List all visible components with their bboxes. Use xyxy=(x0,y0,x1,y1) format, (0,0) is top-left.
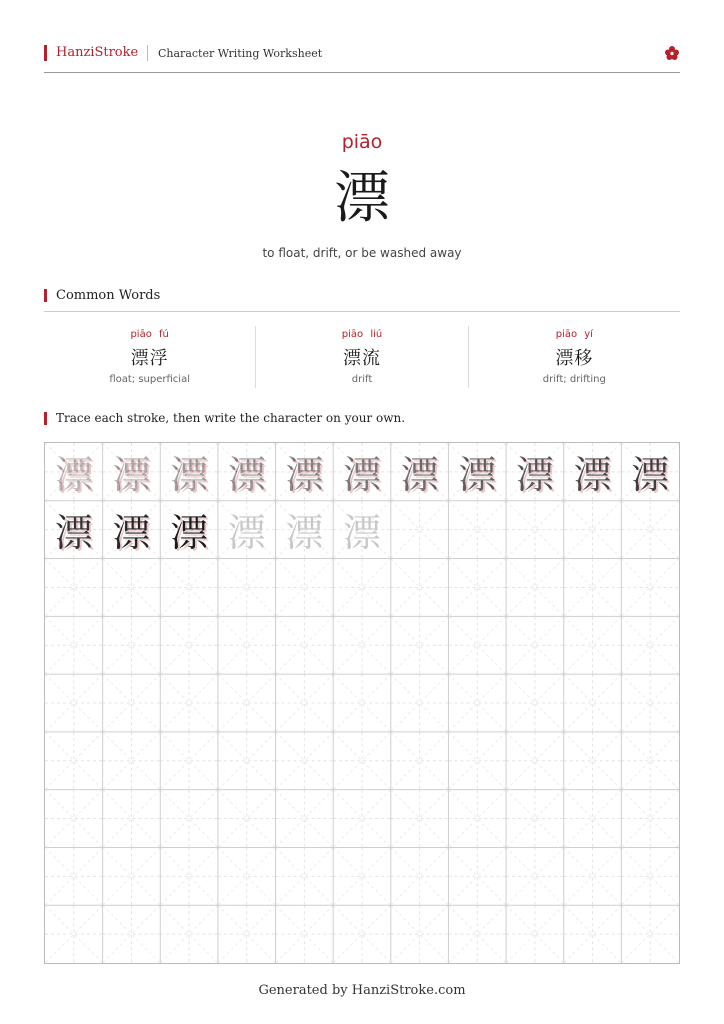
stroke-step-character: 漂 xyxy=(170,511,209,556)
word-pinyin: piāo yí xyxy=(555,329,593,340)
practice-grid[interactable] xyxy=(44,442,680,964)
stroke-step-character: 漂 xyxy=(54,511,93,556)
footer-credit: Generated by HanziStroke.com xyxy=(258,983,466,998)
word-meaning: float; superficial xyxy=(109,374,190,385)
stroke-step-character: 漂 xyxy=(573,453,612,498)
trace-character: 漂 xyxy=(285,511,324,556)
stroke-step-cell xyxy=(276,443,334,501)
character-pinyin: piāo xyxy=(341,131,383,153)
word-pinyin: piāo liú xyxy=(341,329,383,340)
trace-cell xyxy=(218,501,276,559)
word-item xyxy=(255,326,467,388)
stroke-step-character: 漂 xyxy=(631,453,670,498)
stroke-step-cell xyxy=(103,501,161,559)
stroke-step-cell xyxy=(506,443,564,501)
trace-cell xyxy=(333,501,391,559)
stroke-step-cell xyxy=(218,443,276,501)
stroke-step-cell xyxy=(333,443,391,501)
stroke-step-character: 漂 xyxy=(112,453,151,498)
trace-character: 漂 xyxy=(227,511,266,556)
word-hanzi: 漂移 xyxy=(555,348,594,369)
stroke-step-cell xyxy=(103,443,161,501)
stroke-step-character: 漂 xyxy=(170,453,209,498)
stroke-step-cell xyxy=(564,443,622,501)
stroke-step-character: 漂 xyxy=(342,453,381,498)
stroke-step-character: 漂 xyxy=(400,453,439,498)
word-meaning: drift; drifting xyxy=(542,374,606,385)
stroke-step-character: 漂 xyxy=(54,453,93,498)
character-meaning: to float, drift, or be washed away xyxy=(262,246,462,260)
stroke-step-cell xyxy=(448,443,506,501)
header-accent-bar xyxy=(44,45,47,61)
stroke-step-character: 漂 xyxy=(112,511,151,556)
stroke-step-cell xyxy=(391,443,449,501)
common-words-title: Common Words xyxy=(56,288,161,303)
stroke-step-cell xyxy=(45,443,103,501)
word-hanzi: 漂浮 xyxy=(130,348,169,369)
character-hanzi: 漂 xyxy=(334,166,390,231)
brand-name: HanziStroke xyxy=(56,45,139,60)
stroke-step-cell xyxy=(160,501,218,559)
header-divider xyxy=(147,45,148,61)
practice-cells xyxy=(45,443,681,965)
worksheet-title: Character Writing Worksheet xyxy=(158,47,323,60)
section-rule xyxy=(44,311,680,312)
word-pinyin: piāo fú xyxy=(130,329,169,340)
stroke-step-character: 漂 xyxy=(285,453,324,498)
stroke-step-cell xyxy=(45,501,103,559)
section-accent-bar xyxy=(44,289,47,302)
word-item xyxy=(468,326,680,388)
worksheet-header xyxy=(44,42,680,72)
common-words-list xyxy=(44,326,680,388)
word-hanzi: 漂流 xyxy=(342,348,381,369)
stroke-step-cell xyxy=(160,443,218,501)
stroke-step-character: 漂 xyxy=(227,453,266,498)
stroke-step-character: 漂 xyxy=(515,453,554,498)
trace-character: 漂 xyxy=(342,511,381,556)
header-rule xyxy=(44,72,680,73)
practice-instruction: Trace each stroke, then write the character on your own. xyxy=(56,411,406,425)
word-item xyxy=(44,326,255,388)
stroke-step-cell xyxy=(621,443,679,501)
section-accent-bar xyxy=(44,412,47,425)
stroke-step-character: 漂 xyxy=(458,453,497,498)
word-meaning: drift xyxy=(351,374,373,385)
trace-cell xyxy=(276,501,334,559)
plum-blossom-icon xyxy=(664,45,680,61)
